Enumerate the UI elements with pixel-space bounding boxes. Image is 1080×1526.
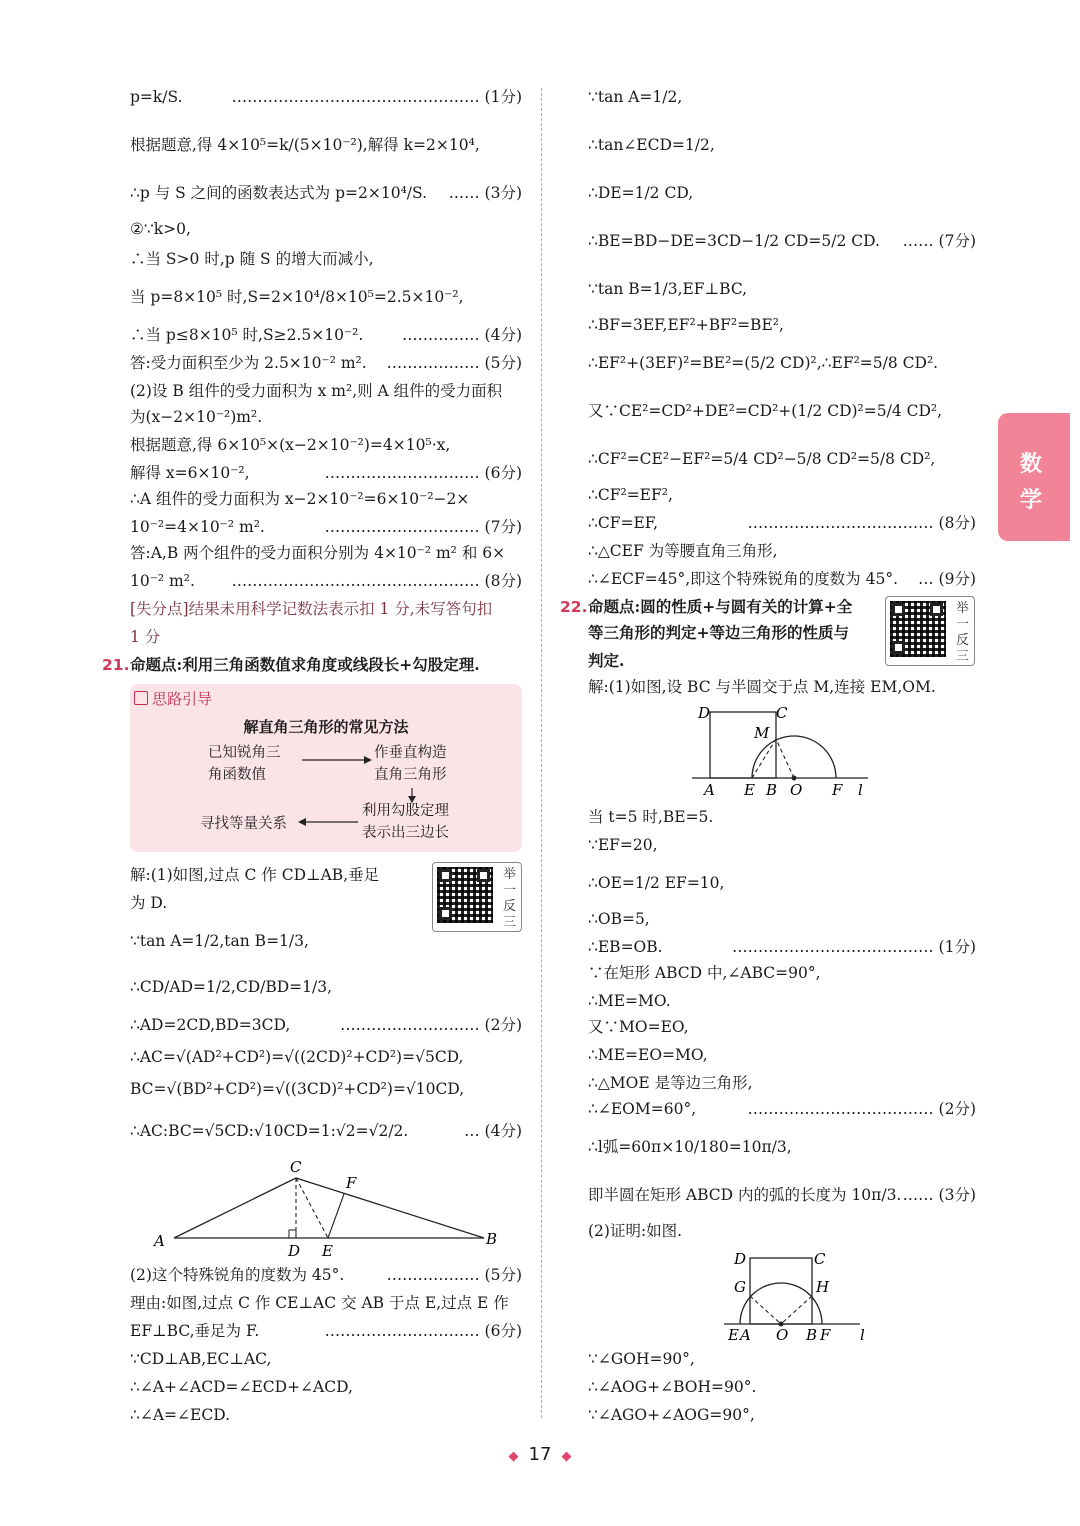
- solution-line: (2)证明:如图.: [588, 1222, 683, 1240]
- solution-line: ∴∠EOM=60°, ……………………………… (2分): [588, 1100, 976, 1118]
- qr-tag: 举 一 反 三: [503, 867, 517, 930]
- solution-line: ∴CD/AD=1/2,CD/BD=1/3,: [130, 978, 333, 996]
- answer-line: 为(x−2×10⁻²)m².: [130, 408, 263, 426]
- answer-line: 又∵CE²=CD²+DE²=CD²+(1/2 CD)²=5/4 CD²,: [588, 402, 943, 420]
- semicircle-figure-1: [690, 700, 880, 800]
- figure-label: D: [288, 1242, 301, 1260]
- figure-label: O: [776, 1326, 789, 1344]
- figure-label: F: [346, 1174, 357, 1192]
- solution-line: ∴∠A=∠ECD.: [130, 1406, 230, 1424]
- hint-title: 解直角三角形的常见方法: [243, 718, 409, 736]
- solution-line: ∴EB=OB. ………………………………… (1分): [588, 938, 976, 956]
- answer-line: ∴A 组件的受力面积为 x−2×10⁻²=6×10⁻²−2×: [130, 490, 470, 508]
- figure-label: F: [832, 781, 843, 799]
- solution-line: ∴OB=5,: [588, 910, 650, 928]
- q22-header: 判定.: [588, 651, 625, 670]
- solution-line: ∴AC:BC=√5CD:√10CD=1:√2=√2/2. … (4分): [130, 1122, 522, 1140]
- figure-label: D: [698, 704, 711, 722]
- solution-line: ∴ME=EO=MO,: [588, 1046, 708, 1064]
- answer-line: (2)设 B 组件的受力面积为 x m²,则 A 组件的受力面积: [130, 382, 503, 400]
- answer-line: ∵tan A=1/2,: [588, 88, 683, 106]
- figure-label: A: [704, 781, 715, 799]
- hint-step-2: 作垂直构造 直角三角形: [374, 745, 447, 783]
- hint-step-4: 寻找等量关系: [200, 816, 287, 832]
- answer-line: ∴当 p≤8×10⁵ 时,S≥2.5×10⁻². …………… (4分): [130, 326, 522, 344]
- q21-header: 21. 命题点:利用三角函数值求角度或线段长+勾股定理.: [102, 655, 480, 674]
- qr-code-card[interactable]: [885, 596, 975, 666]
- qr-finder: [892, 603, 905, 616]
- qr-finder: [439, 907, 452, 920]
- hint-arrows: [130, 684, 522, 852]
- figure-label: M: [754, 724, 770, 742]
- solution-line: ∴∠A+∠ACD=∠ECD+∠ACD,: [130, 1378, 353, 1396]
- qr-finder: [477, 869, 490, 882]
- hint-step-1: 已知锐角三 角函数值: [208, 745, 281, 783]
- answer-line: 解得 x=6×10⁻², ………………………… (6分): [130, 464, 522, 482]
- qr-finder: [892, 641, 905, 654]
- figure-label: F: [820, 1326, 831, 1344]
- diamond-icon: ◆: [508, 1449, 519, 1464]
- answer-line: 10⁻²=4×10⁻² m². ………………………… (7分): [130, 518, 522, 536]
- page-number: ◆ 17 ◆: [508, 1444, 572, 1465]
- solution-line: BC=√(BD²+CD²)=√((3CD)²+CD²)=√10CD,: [130, 1080, 465, 1098]
- semicircle-figure-2: [722, 1244, 882, 1344]
- answer-line: ∴BE=BD−DE=3CD−1/2 CD=5/2 CD. …… (7分): [588, 232, 976, 250]
- figure-label: E: [744, 781, 755, 799]
- answer-line: ∴当 S>0 时,p 随 S 的增大而减小,: [130, 250, 374, 268]
- answer-line: ∴tan∠ECD=1/2,: [588, 136, 715, 154]
- qr-code-card[interactable]: [432, 862, 522, 932]
- solution-line: ∵∠AGO+∠AOG=90°,: [588, 1406, 755, 1424]
- figure-label: H: [816, 1278, 830, 1296]
- answer-line: 10⁻² m². ………………………………………… (8分): [130, 572, 522, 590]
- answer-line: ∴∠ECF=45°,即这个特殊锐角的度数为 45°. … (9分): [588, 570, 976, 588]
- solution-line: ∴l弧=60π×10/180=10π/3,: [588, 1138, 792, 1156]
- deduction-note: 1 分: [130, 628, 161, 646]
- hint-step-3: 利用勾股定理 表示出三边长: [362, 803, 449, 841]
- answer-line: 答:受力面积至少为 2.5×10⁻² m². ……………… (5分): [130, 354, 522, 372]
- solution-line: ∴OE=1/2 EF=10,: [588, 874, 725, 892]
- figure-label: B: [486, 1230, 498, 1248]
- answer-line: ∴EF²+(3EF)²=BE²=(5/2 CD)²,∴EF²=5/8 CD².: [588, 354, 939, 372]
- solution-line: 解:(1)如图,设 BC 与半圆交于点 M,连接 EM,OM.: [588, 678, 936, 696]
- solution-line: 解:(1)如图,过点 C 作 CD⊥AB,垂足: [130, 866, 380, 884]
- answer-line: ∴CF=EF, ……………………………… (8分): [588, 514, 976, 532]
- answer-line: 根据题意,得 6×10⁵×(x−2×10⁻²)=4×10⁵·x,: [130, 436, 451, 454]
- solution-line: ∴AD=2CD,BD=3CD, ……………………… (2分): [130, 1016, 522, 1034]
- hint-box: [130, 684, 522, 852]
- figure-label: G: [734, 1278, 746, 1296]
- answer-line: 根据题意,得 4×10⁵=k/(5×10⁻²),解得 k=2×10⁴,: [130, 136, 480, 154]
- solution-line: 又∵MO=EO,: [588, 1018, 689, 1036]
- figure-label: l: [858, 781, 863, 799]
- answer-line: 当 p=8×10⁵ 时,S=2×10⁴/8×10⁵=2.5×10⁻²,: [130, 288, 464, 306]
- figure-label: l: [860, 1326, 865, 1344]
- solution-line: ∴△MOE 是等边三角形,: [588, 1074, 753, 1092]
- qr-finder: [439, 869, 452, 882]
- solution-line: ∵EF=20,: [588, 836, 658, 854]
- solution-line: ∵∠GOH=90°,: [588, 1350, 695, 1368]
- figure-label: A: [740, 1326, 751, 1344]
- side-tab-char: 学: [1020, 488, 1043, 513]
- solution-line: 当 t=5 时,BE=5.: [588, 808, 714, 826]
- answer-line: ∴p 与 S 之间的函数表达式为 p=2×10⁴/S. …… (3分): [130, 184, 522, 202]
- qr-tag: 举 一 反 三: [956, 601, 970, 664]
- hint-label: 思路引导: [134, 688, 212, 709]
- q22-header: 22. 命题点:圆的性质+与圆有关的计算+全: [560, 597, 853, 616]
- solution-line: ∵在矩形 ABCD 中,∠ABC=90°,: [588, 964, 821, 982]
- answer-line: ∴△CEF 为等腰直角三角形,: [588, 542, 778, 560]
- figure-label: B: [806, 1326, 818, 1344]
- figure-label: D: [734, 1250, 747, 1268]
- qr-finder: [930, 603, 943, 616]
- answer-line: ∵tan B=1/3,EF⊥BC,: [588, 280, 748, 298]
- answer-line: ∴BF=3EF,EF²+BF²=BE²,: [588, 316, 784, 334]
- column-divider: [541, 88, 542, 1418]
- solution-line: ∴AC=√(AD²+CD²)=√((2CD)²+CD²)=√5CD,: [130, 1048, 464, 1066]
- solution-line: ∴ME=MO.: [588, 992, 671, 1010]
- side-tab-char: 数: [1020, 452, 1043, 477]
- deduction-note: [失分点]结果未用科学记数法表示扣 1 分,未写答句扣: [130, 600, 493, 618]
- triangle-figure: [148, 1156, 508, 1260]
- answer-line: p=k/S. ………………………………………… (1分): [130, 88, 522, 106]
- solution-line: ∵CD⊥AB,EC⊥AC,: [130, 1350, 272, 1368]
- answer-line: 答:A,B 两个组件的受力面积分别为 4×10⁻² m² 和 6×: [130, 544, 506, 562]
- q22-header: 等三角形的判定+等边三角形的性质与: [588, 623, 849, 642]
- figure-label: C: [776, 704, 788, 722]
- solution-line: 为 D.: [130, 894, 168, 912]
- figure-label: B: [766, 781, 778, 799]
- answer-line: ②∵k>0,: [130, 220, 191, 238]
- answer-line: ∴DE=1/2 CD,: [588, 184, 694, 202]
- solution-line: EF⊥BC,垂足为 F. ………………………… (6分): [130, 1322, 522, 1340]
- figure-label: E: [728, 1326, 739, 1344]
- figure-label: A: [154, 1232, 165, 1250]
- solution-line: (2)这个特殊锐角的度数为 45°. ……………… (5分): [130, 1266, 522, 1284]
- solution-line: 理由:如图,过点 C 作 CE⊥AC 交 AB 于点 E,过点 E 作: [130, 1294, 509, 1312]
- diamond-icon: ◆: [561, 1449, 572, 1464]
- subject-side-tab: [998, 413, 1070, 541]
- answer-line: ∴CF²=CE²−EF²=5/4 CD²−5/8 CD²=5/8 CD²,: [588, 450, 936, 468]
- figure-label: E: [322, 1242, 333, 1260]
- answer-line: ∴CF²=EF²,: [588, 486, 673, 504]
- figure-label: C: [290, 1158, 302, 1176]
- figure-label: C: [814, 1250, 826, 1268]
- solution-line: ∴∠AOG+∠BOH=90°.: [588, 1378, 757, 1396]
- solution-line: ∵tan A=1/2,tan B=1/3,: [130, 932, 309, 950]
- solution-line: 即半圆在矩形 ABCD 内的弧的长度为 10π/3. …… (3分): [588, 1186, 976, 1204]
- figure-label: O: [790, 781, 803, 799]
